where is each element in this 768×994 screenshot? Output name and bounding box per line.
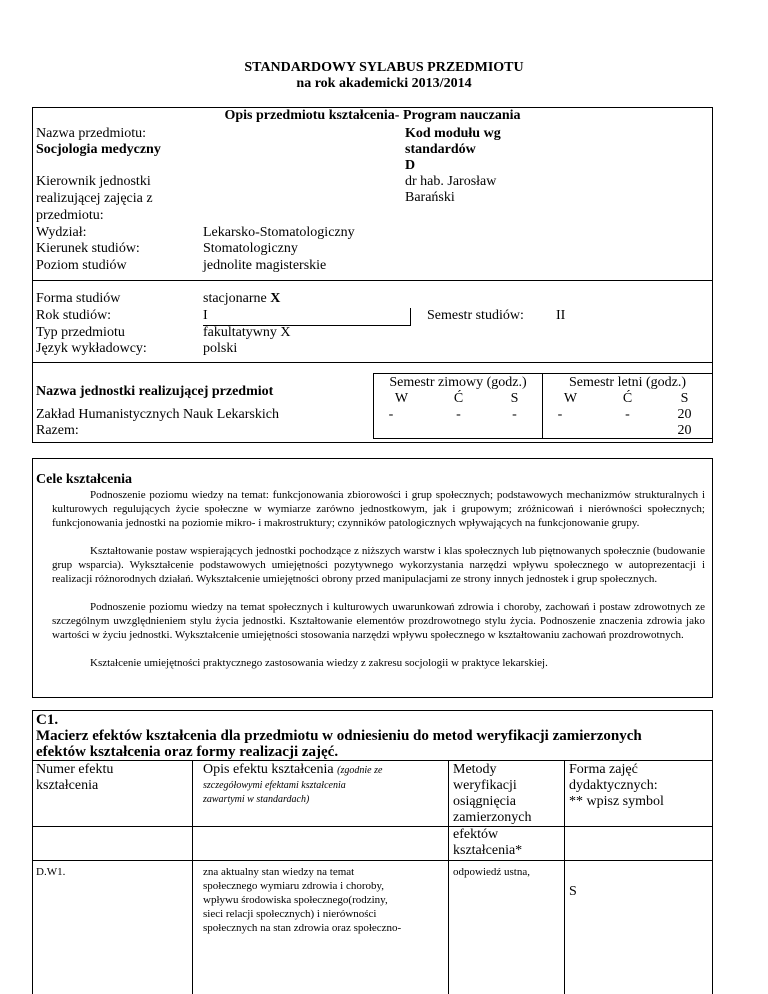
course-type-label: Typ przedmiotu <box>36 325 125 340</box>
study-year-label: Rok studiów: <box>36 308 112 323</box>
class-form-symbol: S <box>569 884 577 899</box>
col-description-header <box>203 762 382 778</box>
effect-description: sieci relacji społecznych) i nierówności <box>203 908 377 920</box>
unit-head-label-3: przedmiotu: <box>36 208 104 223</box>
hours-cell: - <box>625 407 630 422</box>
effect-description: społecznego wymiaru zdrowia i choroby, <box>203 880 385 892</box>
module-code-label-2: standardów <box>405 142 476 157</box>
hours-cell: - <box>388 407 394 422</box>
semester-value: II <box>556 308 566 323</box>
col-effect-number-header: Numer efektu <box>36 762 114 777</box>
col-methods-header: osiągnięcia <box>453 794 516 809</box>
hours-cell: - <box>456 407 461 422</box>
study-form-text: stacjonarne <box>203 291 267 306</box>
matrix-title-2: efektów kształcenia oraz formy realizacji zajęć. <box>36 744 339 760</box>
col-description-note-2: szczegółowymi efektami kształcenia <box>203 780 346 791</box>
module-code-label: Kod modułu wg <box>405 126 501 141</box>
hours-col-w-winter: W <box>394 391 409 406</box>
course-name-label: Nazwa przedmiotu: <box>36 126 147 141</box>
faculty-value: Lekarsko-Stomatologiczny <box>203 225 355 240</box>
hours-total-value: 20 <box>677 423 692 438</box>
col-methods-header: efektów <box>453 827 499 842</box>
goals-paragraph: Kształtowanie postaw wspierających jednostki pochodzące z niższych warstw i klas społecznych lub piętnowanych społecznie (budowanie grup wsparcia). Wykształcenie podstawowych umiejętności pozytywnego wykorzystania narzędzi wpływu społecznego w autoprezentacji i realizacji różnorodnych działań. Wykształcenie umiejętności obrony przed manipulacjami ze strony innych jednostek i grup społecznych. <box>52 545 705 585</box>
course-name-value: Socjologia medyczny <box>36 142 161 157</box>
study-form-label: Forma studiów <box>36 291 121 306</box>
col-methods-header: zamierzonych <box>453 810 532 825</box>
matrix-code: C1. <box>36 712 59 728</box>
course-type-value: fakultatywny X <box>203 325 291 340</box>
col-methods-header: kształcenia* <box>453 843 523 858</box>
level-label: Poziom studiów <box>36 258 127 273</box>
study-year-value: I <box>203 308 208 323</box>
faculty-label: Wydział: <box>36 225 87 240</box>
col-form-header: dydaktycznych: <box>569 778 658 793</box>
goals-title: Cele kształcenia <box>36 472 133 487</box>
unit-name-value: Zakład Humanistycznych Nauk Lekarskich <box>36 407 279 422</box>
summer-semester-header: Semestr letni (godz.) <box>568 375 687 390</box>
hours-cell: - <box>557 407 563 422</box>
unit-head-label-2: realizującej zajęcia z <box>36 191 153 206</box>
col-methods-header: weryfikacji <box>453 778 517 793</box>
col-description-note: (zgodnie ze <box>337 765 383 776</box>
hours-cell: - <box>512 407 517 422</box>
academic-year: na rok akademicki 2013/2014 <box>296 76 472 91</box>
col-form-header: Forma zajęć <box>569 762 638 777</box>
hours-col-s-summer: S <box>680 391 689 406</box>
goals-paragraph: Podnoszenie poziomu wiedzy na temat społecznych i kulturowych uwarunkowań zdrowia i choroby, zachowań i postaw zdrowotnych ze szczególnym uwzględnieniem stylu życia jednostki. Kształtowanie elementów prozdrowotnego stylu życia. Podnoszenie znaczenia zdrowia jako wartości w życiu jednostki. Wykształcenie umiejętności stosowania narzędzi wpływu społecznego w kształtowaniu zachowań prozdrowotnych. <box>52 601 705 641</box>
direction-label: Kierunek studiów: <box>36 241 140 256</box>
study-form-value <box>203 291 280 307</box>
col-form-header: ** wpisz symbol <box>569 794 664 809</box>
total-label: Razem: <box>36 423 79 438</box>
col-description-note-3: zawartymi w standardach) <box>203 794 310 805</box>
unit-head-value: dr hab. Jarosław <box>405 174 497 189</box>
level-value: jednolite magisterskie <box>203 258 327 273</box>
goals-paragraph: Kształcenie umiejętności praktycznego zastosowania wiedzy z zakresu socjologii w praktyce lekarskiej. <box>90 657 548 669</box>
section-title: Opis przedmiotu kształcenia- Program nauczania <box>224 108 521 123</box>
direction-value: Stomatologiczny <box>203 241 298 256</box>
effect-description: społecznych na stan zdrowia oraz społeczno- <box>203 922 402 934</box>
hours-col-w-summer: W <box>563 391 578 406</box>
hours-col-s-winter: S <box>510 391 519 406</box>
col-effect-number-header-2: kształcenia <box>36 778 99 793</box>
study-form-mark: X <box>270 291 281 306</box>
effect-description: wpływu środowiska społecznego(rodziny, <box>203 894 388 906</box>
semester-label: Semestr studiów: <box>427 308 524 323</box>
verification-method: odpowiedź ustna, <box>453 866 530 878</box>
col-description-main: Opis efektu kształcenia <box>203 762 334 777</box>
hours-col-c-summer: Ć <box>622 391 633 406</box>
effect-description: zna aktualny stan wiedzy na temat <box>203 866 355 878</box>
winter-semester-header: Semestr zimowy (godz.) <box>389 375 527 390</box>
document-title: STANDARDOWY SYLABUS PRZEDMIOTU <box>244 60 524 75</box>
hours-col-c-winter: Ć <box>453 391 464 406</box>
matrix-title: Macierz efektów kształcenia dla przedmiotu w odniesieniu do metod weryfikacji zamierzonych <box>36 728 642 744</box>
unit-head-value-2: Barański <box>405 190 455 205</box>
goals-paragraph: Podnoszenie poziomu wiedzy na temat: funkcjonowania zbiorowości i grup społecznych; podstawowych mechanizmów strukturalnych i kulturowych regulujących życie społeczne w wymiarze zarówno jednostkowym, jak i grupowym; zróżnicowań i nierówności społecznych; funkcjonowania jednostki na poziomie mikro- i makrostruktury; czynników patologicznych wpływających na funkcjonowanie grupy. <box>52 489 705 529</box>
unit-name-label: Nazwa jednostki realizującej przedmiot <box>36 384 274 399</box>
unit-head-label: Kierownik jednostki <box>36 174 151 189</box>
hours-cell: 20 <box>677 407 692 422</box>
language-value: polski <box>203 341 238 356</box>
module-code-value: D <box>405 158 416 173</box>
language-label: Język wykładowcy: <box>36 341 147 356</box>
effect-number: D.W1. <box>36 866 66 878</box>
col-methods-header: Metody <box>453 762 497 777</box>
